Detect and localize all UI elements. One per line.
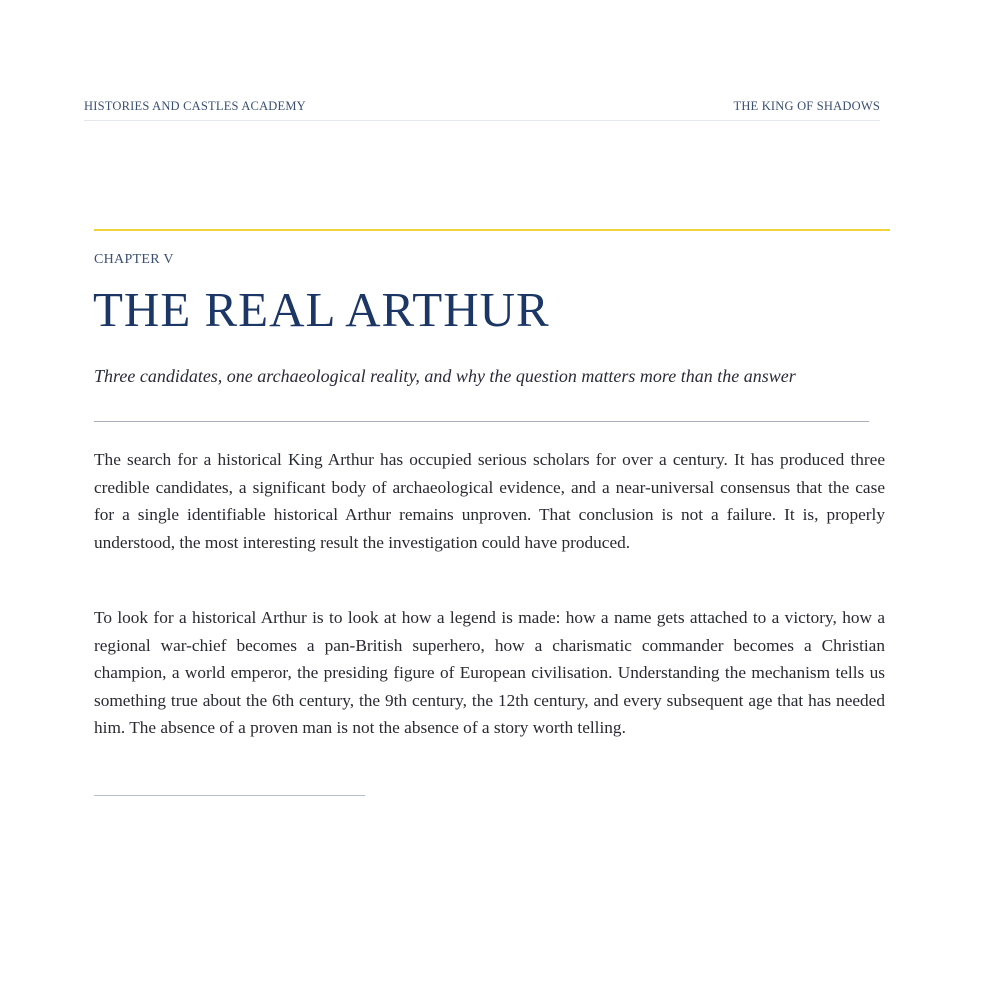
- section-divider: [94, 421, 869, 422]
- chapter-subtitle: Three candidates, one archaeological reality, and why the question matters more than the answer: [94, 366, 796, 386]
- chapter-label: CHAPTER V: [94, 252, 174, 267]
- header-publisher: HISTORIES AND CASTLES ACADEMY: [84, 99, 306, 113]
- chapter-title: THE REAL ARTHUR: [93, 282, 550, 337]
- body-paragraph: The search for a historical King Arthur has occupied serious scholars for over a century. It has produced three credible candidates, a significant body of archaeological evidence, and a near-universal consensus that the case for a single identifiable historical Arthur remains unproven. That conclusion is not a failure. It is, properly understood, the most interesting result the investigation could have produced.: [94, 450, 885, 552]
- chapter-accent-rule: [94, 229, 890, 231]
- body-paragraph: To look for a historical Arthur is to look at how a legend is made: how a name gets attached to a victory, how a regional war-chief becomes a pan-British superhero, how a charismatic commander becomes a Christian champion, a world emperor, the presiding figure of European civilisation. Understanding the mechanism tells us something true about the 6th century, the 9th century, the 12th century, and every subsequent age that has needed him. The absence of a proven man is not the absence of a story worth telling.: [94, 608, 885, 738]
- running-header: [84, 98, 880, 121]
- header-book-title: THE KING OF SHADOWS: [733, 99, 880, 113]
- end-divider: [94, 795, 365, 796]
